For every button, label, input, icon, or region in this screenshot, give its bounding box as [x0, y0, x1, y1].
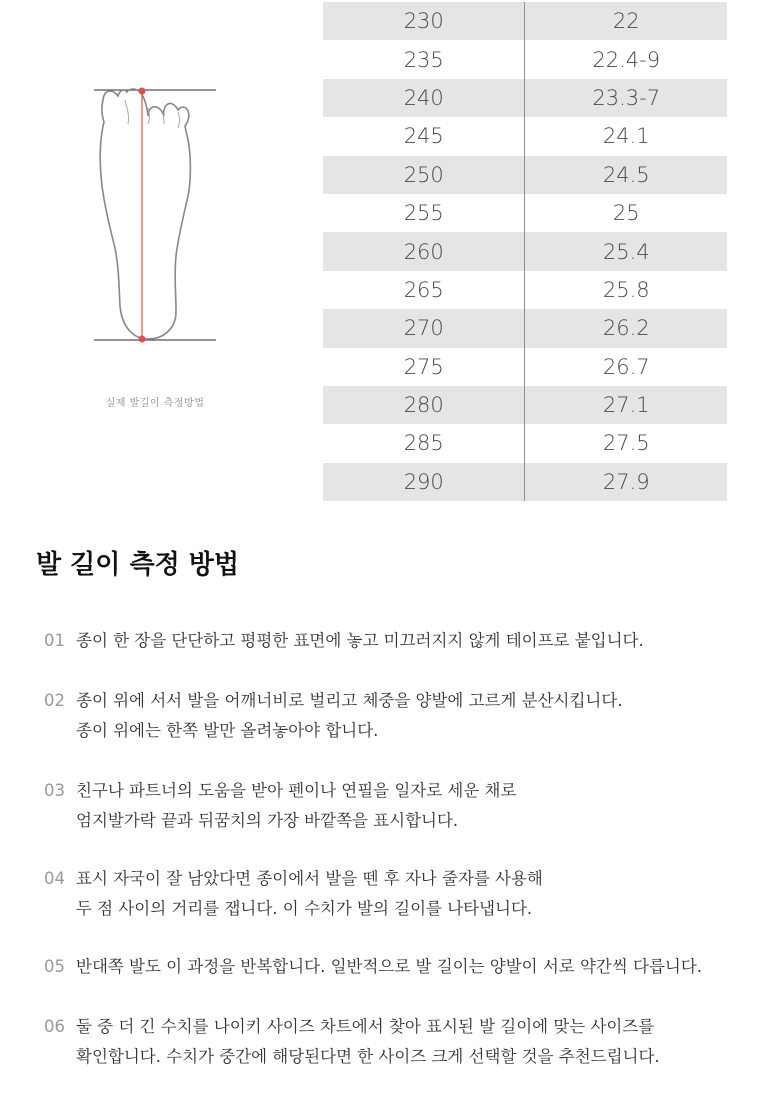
foot-outline-icon — [90, 78, 220, 358]
size-mm-cell: 260 — [323, 232, 525, 270]
section-title: 발 길이 측정 방법 — [36, 550, 239, 580]
step-text-line: 종이 한 장을 단단하고 평평한 표면에 놓고 미끄러지지 않게 테이프로 붙입니다. — [76, 631, 644, 650]
table-row — [323, 2, 727, 40]
table-row — [323, 232, 727, 270]
step-text-line: 반대쪽 발도 이 과정을 반복합니다. 일반적으로 발 길이는 양발이 서로 약간씩 다릅니다. — [76, 957, 703, 976]
measure-point-bottom — [139, 336, 146, 343]
size-mm-cell: 265 — [403, 277, 444, 302]
size-mm-cell: 230 — [323, 2, 525, 40]
size-mm-cell: 255 — [403, 201, 444, 226]
step-text-line: 종이 위에는 한쪽 발만 올려놓아야 합니다. — [76, 721, 379, 740]
step-text-line: 둘 중 더 긴 수치를 나이키 사이즈 차트에서 찾아 표시된 발 길이에 맞는 사이즈를 — [76, 1017, 655, 1036]
step-text — [76, 864, 766, 924]
size-mm-cell: 235 — [403, 47, 444, 72]
size-mm-cell: 290 — [323, 463, 525, 501]
step-number: 05 — [44, 957, 65, 976]
size-cm-cell: 24.1 — [525, 117, 727, 155]
step-item — [44, 686, 766, 746]
foot-outline — [100, 89, 190, 339]
size-cm-cell: 27.5 — [525, 424, 727, 462]
step-text-line: 확인합니다. 수치가 중간에 해당된다면 한 사이즈 크게 선택할 것을 추천드립니다. — [76, 1047, 660, 1066]
measure-point-top — [139, 88, 146, 95]
size-mm-cell: 240 — [323, 79, 525, 117]
step-text-line: 표시 자국이 잘 남았다면 종이에서 발을 뗀 후 자나 줄자를 사용해 — [76, 869, 543, 888]
step-item — [44, 626, 766, 656]
step-text-line: 엄지발가락 끝과 뒤꿈치의 가장 바깥쪽을 표시합니다. — [76, 811, 459, 830]
table-row — [323, 156, 727, 194]
step-text — [76, 952, 766, 982]
step-text-line: 친구나 파트너의 도움을 받아 펜이나 연필을 일자로 세운 채로 — [76, 781, 517, 800]
size-cm-cell: 27.1 — [525, 386, 727, 424]
size-cm-cell: 24.5 — [525, 156, 727, 194]
table-row — [323, 40, 727, 78]
size-cm-cell: 22 — [525, 2, 727, 40]
size-cm-cell: 25.4 — [525, 232, 727, 270]
size-cm-cell: 27.9 — [525, 463, 727, 501]
size-cm-cell: 22.4-9 — [525, 40, 727, 78]
size-mm-cell: 280 — [323, 386, 525, 424]
step-item — [44, 776, 766, 836]
table-row — [323, 386, 727, 424]
figure-caption: 실제 발길이 측정방법 — [105, 398, 205, 409]
size-mm-cell: 270 — [323, 309, 525, 347]
size-mm-cell: 275 — [403, 354, 444, 379]
size-cm-cell: 25 — [525, 194, 727, 232]
step-text — [76, 776, 766, 836]
step-number: 06 — [44, 1017, 65, 1036]
table-row — [323, 463, 727, 501]
table-row — [323, 348, 727, 386]
step-number: 01 — [44, 631, 65, 650]
step-item — [44, 1012, 766, 1072]
step-item — [44, 952, 766, 982]
step-number: 03 — [44, 781, 65, 800]
table-row — [323, 194, 727, 232]
step-text — [76, 686, 766, 746]
size-cm-cell: 26.2 — [525, 309, 727, 347]
table-row — [323, 79, 727, 117]
table-row — [323, 271, 727, 309]
step-text — [76, 1012, 766, 1072]
table-row — [323, 309, 727, 347]
step-item — [44, 864, 766, 924]
step-number: 04 — [44, 869, 65, 888]
size-cm-cell: 26.7 — [525, 348, 727, 386]
step-text — [76, 626, 766, 656]
table-row — [323, 424, 727, 462]
step-text-line: 종이 위에 서서 발을 어깨너비로 벌리고 체중을 양발에 고르게 분산시킵니다. — [76, 691, 623, 710]
size-mm-cell: 245 — [403, 124, 444, 149]
step-text-line: 두 점 사이의 거리를 잽니다. 이 수치가 발의 길이를 나타냅니다. — [76, 899, 533, 918]
table-row — [323, 117, 727, 155]
step-number: 02 — [44, 691, 65, 710]
size-table — [323, 2, 727, 501]
size-cm-cell: 23.3-7 — [525, 79, 727, 117]
size-mm-cell: 285 — [403, 431, 444, 456]
size-cm-cell: 25.8 — [525, 271, 727, 309]
size-mm-cell: 250 — [323, 156, 525, 194]
